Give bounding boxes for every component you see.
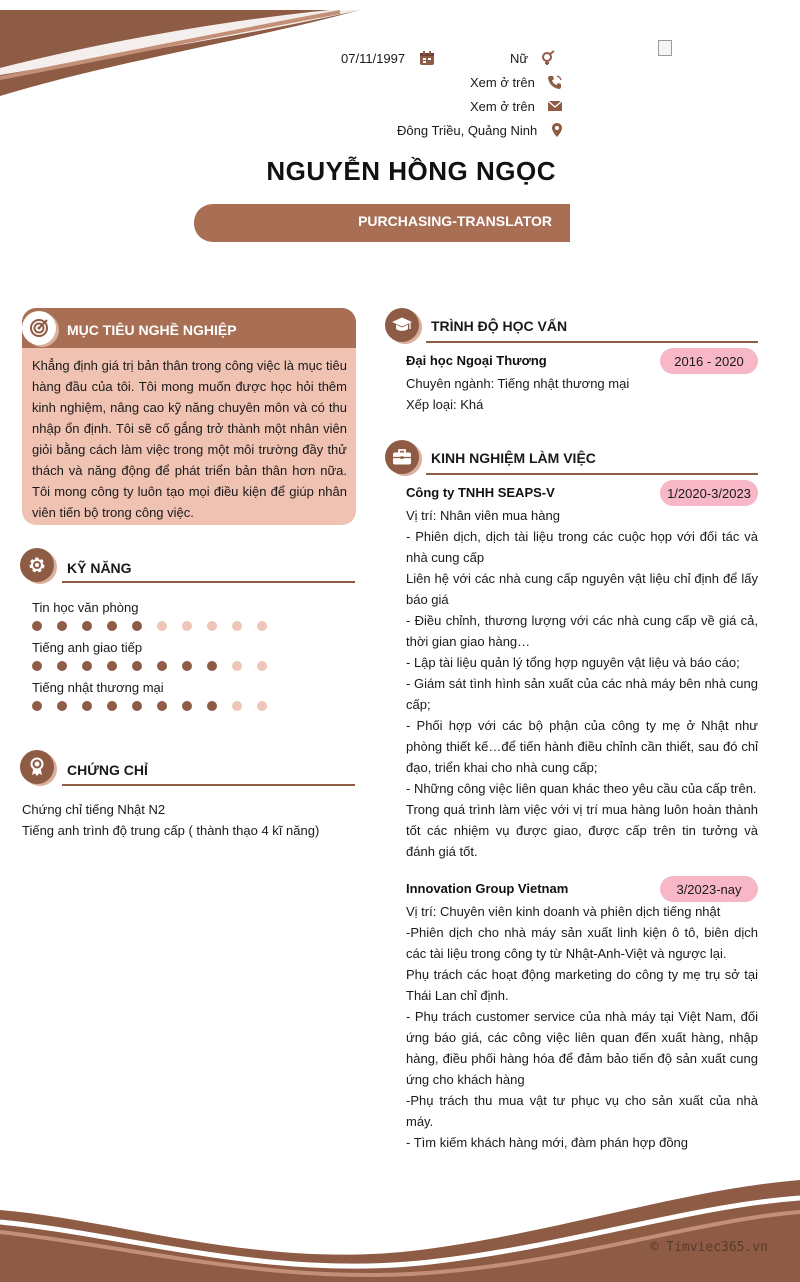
birthdate-value: 07/11/1997 (341, 50, 406, 66)
rating-dot-filled (57, 701, 67, 711)
job-company: Innovation Group Vietnam (406, 881, 569, 896)
email-row (470, 98, 563, 114)
job-description (406, 922, 758, 1153)
job-description-line: - Giám sát tình hình sản xuất của các nhà máy bên nhà cung cấp; (406, 676, 758, 712)
job-description-line: - Phiên dịch, dịch tài liệu trong các cuộc họp với đối tác và nhà cung cấp (406, 529, 758, 565)
job-role: Vị trí: Chuyên viên kinh doanh và phiên dịch tiếng nhật (406, 904, 721, 919)
education-major: Chuyên ngành: Tiếng nhật thương mại (406, 376, 630, 391)
rating-dot-filled (82, 621, 92, 631)
education-title: TRÌNH ĐỘ HỌC VẤN (431, 318, 568, 334)
rating-dot-filled (82, 661, 92, 671)
rating-dot-filled (182, 661, 192, 671)
skills-divider (62, 581, 355, 583)
profile-photo-placeholder (658, 40, 672, 56)
target-icon (22, 311, 56, 345)
candidate-name: NGUYỄN HỒNG NGỌC (266, 156, 556, 186)
rating-dot-empty (257, 661, 267, 671)
rating-dot-filled (207, 701, 217, 711)
skill-name: Tiếng anh giao tiếp (32, 640, 143, 655)
rating-dot-empty (257, 621, 267, 631)
birthdate-row (341, 50, 435, 66)
address-value: Đông Triều, Quảng Ninh (397, 122, 538, 138)
skill-rating (32, 661, 282, 671)
rating-dot-filled (107, 621, 117, 631)
briefcase-icon (385, 440, 419, 474)
graduation-cap-icon (385, 308, 419, 342)
rating-dot-filled (182, 701, 192, 711)
job-description-line: - Lập tài liệu quản lý tổng hợp nguyên vật liệu và báo cáo; (406, 655, 740, 670)
job-description-line: -Phiên dịch cho nhà máy sản xuất linh kiện ô tô, biên dịch các tài liệu trong công ty từ Nhật-Anh-Việt và ngược lại. (406, 925, 758, 961)
rating-dot-filled (132, 621, 142, 631)
experience-divider (426, 473, 758, 475)
job-description-line: Liên hệ với các nhà cung cấp nguyên vật liệu chỉ định để lấy báo giá (406, 571, 758, 607)
phone-icon (547, 74, 563, 90)
rating-dot-filled (107, 701, 117, 711)
job-company: Công ty TNHH SEAPS-V (406, 485, 555, 500)
experience-title: KINH NGHIỆM LÀM VIỆC (431, 450, 596, 466)
rating-dot-filled (132, 661, 142, 671)
job-description-line: - Những công việc liên quan khác theo yêu cầu của cấp trên. (406, 781, 757, 796)
objective-text: Khẳng định giá trị bản thân trong công việc là mục tiêu hàng đầu của tôi. Tôi mong muốn được học hỏi thêm kinh nghiệm, nâng cao kỹ năng chuyên môn và có thu nhập ổn định. Tôi sẽ cố gắng trở thành một nhân viên giỏi bằng cách làm việc trong một môi trường đầy thử thách và năng động để phát triển bản thân hơn nữa. Tôi mong công ty luôn tạo mọi điều kiện để giúp nhân viên tiến bộ trong công việc. (32, 358, 347, 520)
certificate-item: Tiếng anh trình độ trung cấp ( thành thạo 4 kĩ năng) (22, 823, 320, 838)
job-description-line: -Phụ trách thu mua vật tư phục vụ cho sản xuất của nhà máy. (406, 1093, 758, 1129)
certificate-item: Chứng chỉ tiếng Nhật N2 (22, 802, 166, 817)
rating-dot-empty (232, 661, 242, 671)
skill-name: Tin học văn phòng (32, 600, 139, 615)
education-grade: Xếp loại: Khá (406, 397, 484, 412)
certificates-divider (62, 784, 355, 786)
calendar-icon (419, 50, 435, 66)
objective-header (22, 308, 356, 348)
rating-dot-filled (107, 661, 117, 671)
rating-dot-empty (182, 621, 192, 631)
job-role: Vị trí: Nhân viên mua hàng (406, 508, 560, 523)
job-description-line: - Phối hợp với các bộ phận của công ty mẹ ở Nhật như phòng thiết kế…để tiến hành điều chỉnh cần thiết, sau đó chỉ đạo, triển khai cho nhà cung cấp; (406, 718, 758, 775)
skill-rating (32, 701, 282, 711)
address-row (397, 122, 565, 138)
job-description-line: - Tìm kiếm khách hàng mới, đàm phán hợp đồng (406, 1135, 689, 1150)
position-title: PURCHASING-TRANSLATOR (358, 213, 552, 229)
gear-icon (20, 548, 54, 582)
footer-watermark: © Timviec365.vn (650, 1240, 768, 1255)
job-description-line: - Phụ trách customer service của nhà máy tại Việt Nam, đối ứng báo giá, các công việc liên quan đến xuất hàng, nhập hàng, điều phối hàng hóa để đảm bảo tiến độ sản xuất cung ứng cho khách hàng (406, 1009, 758, 1087)
gender-icon (540, 50, 556, 66)
job-description-line: Trong quá trình làm việc với vị trí mua hàng luôn hoàn thành tốt các nhiệm vụ được giao, được cấp trên tin tưởng và đánh giá tốt. (406, 802, 758, 859)
rating-dot-filled (132, 701, 142, 711)
skill-rating (32, 621, 282, 631)
job-description (406, 526, 758, 862)
rating-dot-empty (257, 701, 267, 711)
phone-value: Xem ở trên (470, 74, 535, 90)
bottom-wave-decoration (0, 1180, 800, 1282)
rating-dot-filled (157, 661, 167, 671)
education-school: Đại học Ngoại Thương (406, 353, 547, 368)
job-period-badge: 3/2023-nay (660, 876, 758, 902)
rating-dot-filled (32, 661, 42, 671)
objective-title: MỤC TIÊU NGHỀ NGHIỆP (67, 322, 237, 338)
education-period-badge: 2016 - 2020 (660, 348, 758, 374)
certificates-title: CHỨNG CHỈ (67, 762, 148, 778)
rating-dot-empty (207, 621, 217, 631)
rating-dot-empty (157, 621, 167, 631)
rating-dot-filled (57, 621, 67, 631)
rating-dot-filled (157, 701, 167, 711)
job-period-badge: 1/2020-3/2023 (660, 480, 758, 506)
award-icon (20, 750, 54, 784)
envelope-icon (547, 98, 563, 114)
rating-dot-filled (32, 701, 42, 711)
gender-row (510, 50, 556, 66)
location-pin-icon (549, 122, 565, 138)
job-description-line: Phụ trách các hoạt động marketing do công ty mẹ trụ sở tại Thái Lan chỉ định. (406, 967, 758, 1003)
rating-dot-empty (232, 621, 242, 631)
rating-dot-filled (57, 661, 67, 671)
phone-row (470, 74, 563, 90)
email-value: Xem ở trên (470, 98, 535, 114)
job-description-line: - Điều chỉnh, thương lượng với các nhà cung cấp về giá cả, thời gian giao hàng… (406, 613, 758, 649)
skills-title: KỸ NĂNG (67, 560, 132, 576)
rating-dot-filled (207, 661, 217, 671)
skill-name: Tiếng nhật thương mại (32, 680, 164, 695)
education-divider (426, 341, 758, 343)
rating-dot-filled (32, 621, 42, 631)
rating-dot-empty (232, 701, 242, 711)
rating-dot-filled (82, 701, 92, 711)
gender-value: Nữ (510, 50, 529, 66)
